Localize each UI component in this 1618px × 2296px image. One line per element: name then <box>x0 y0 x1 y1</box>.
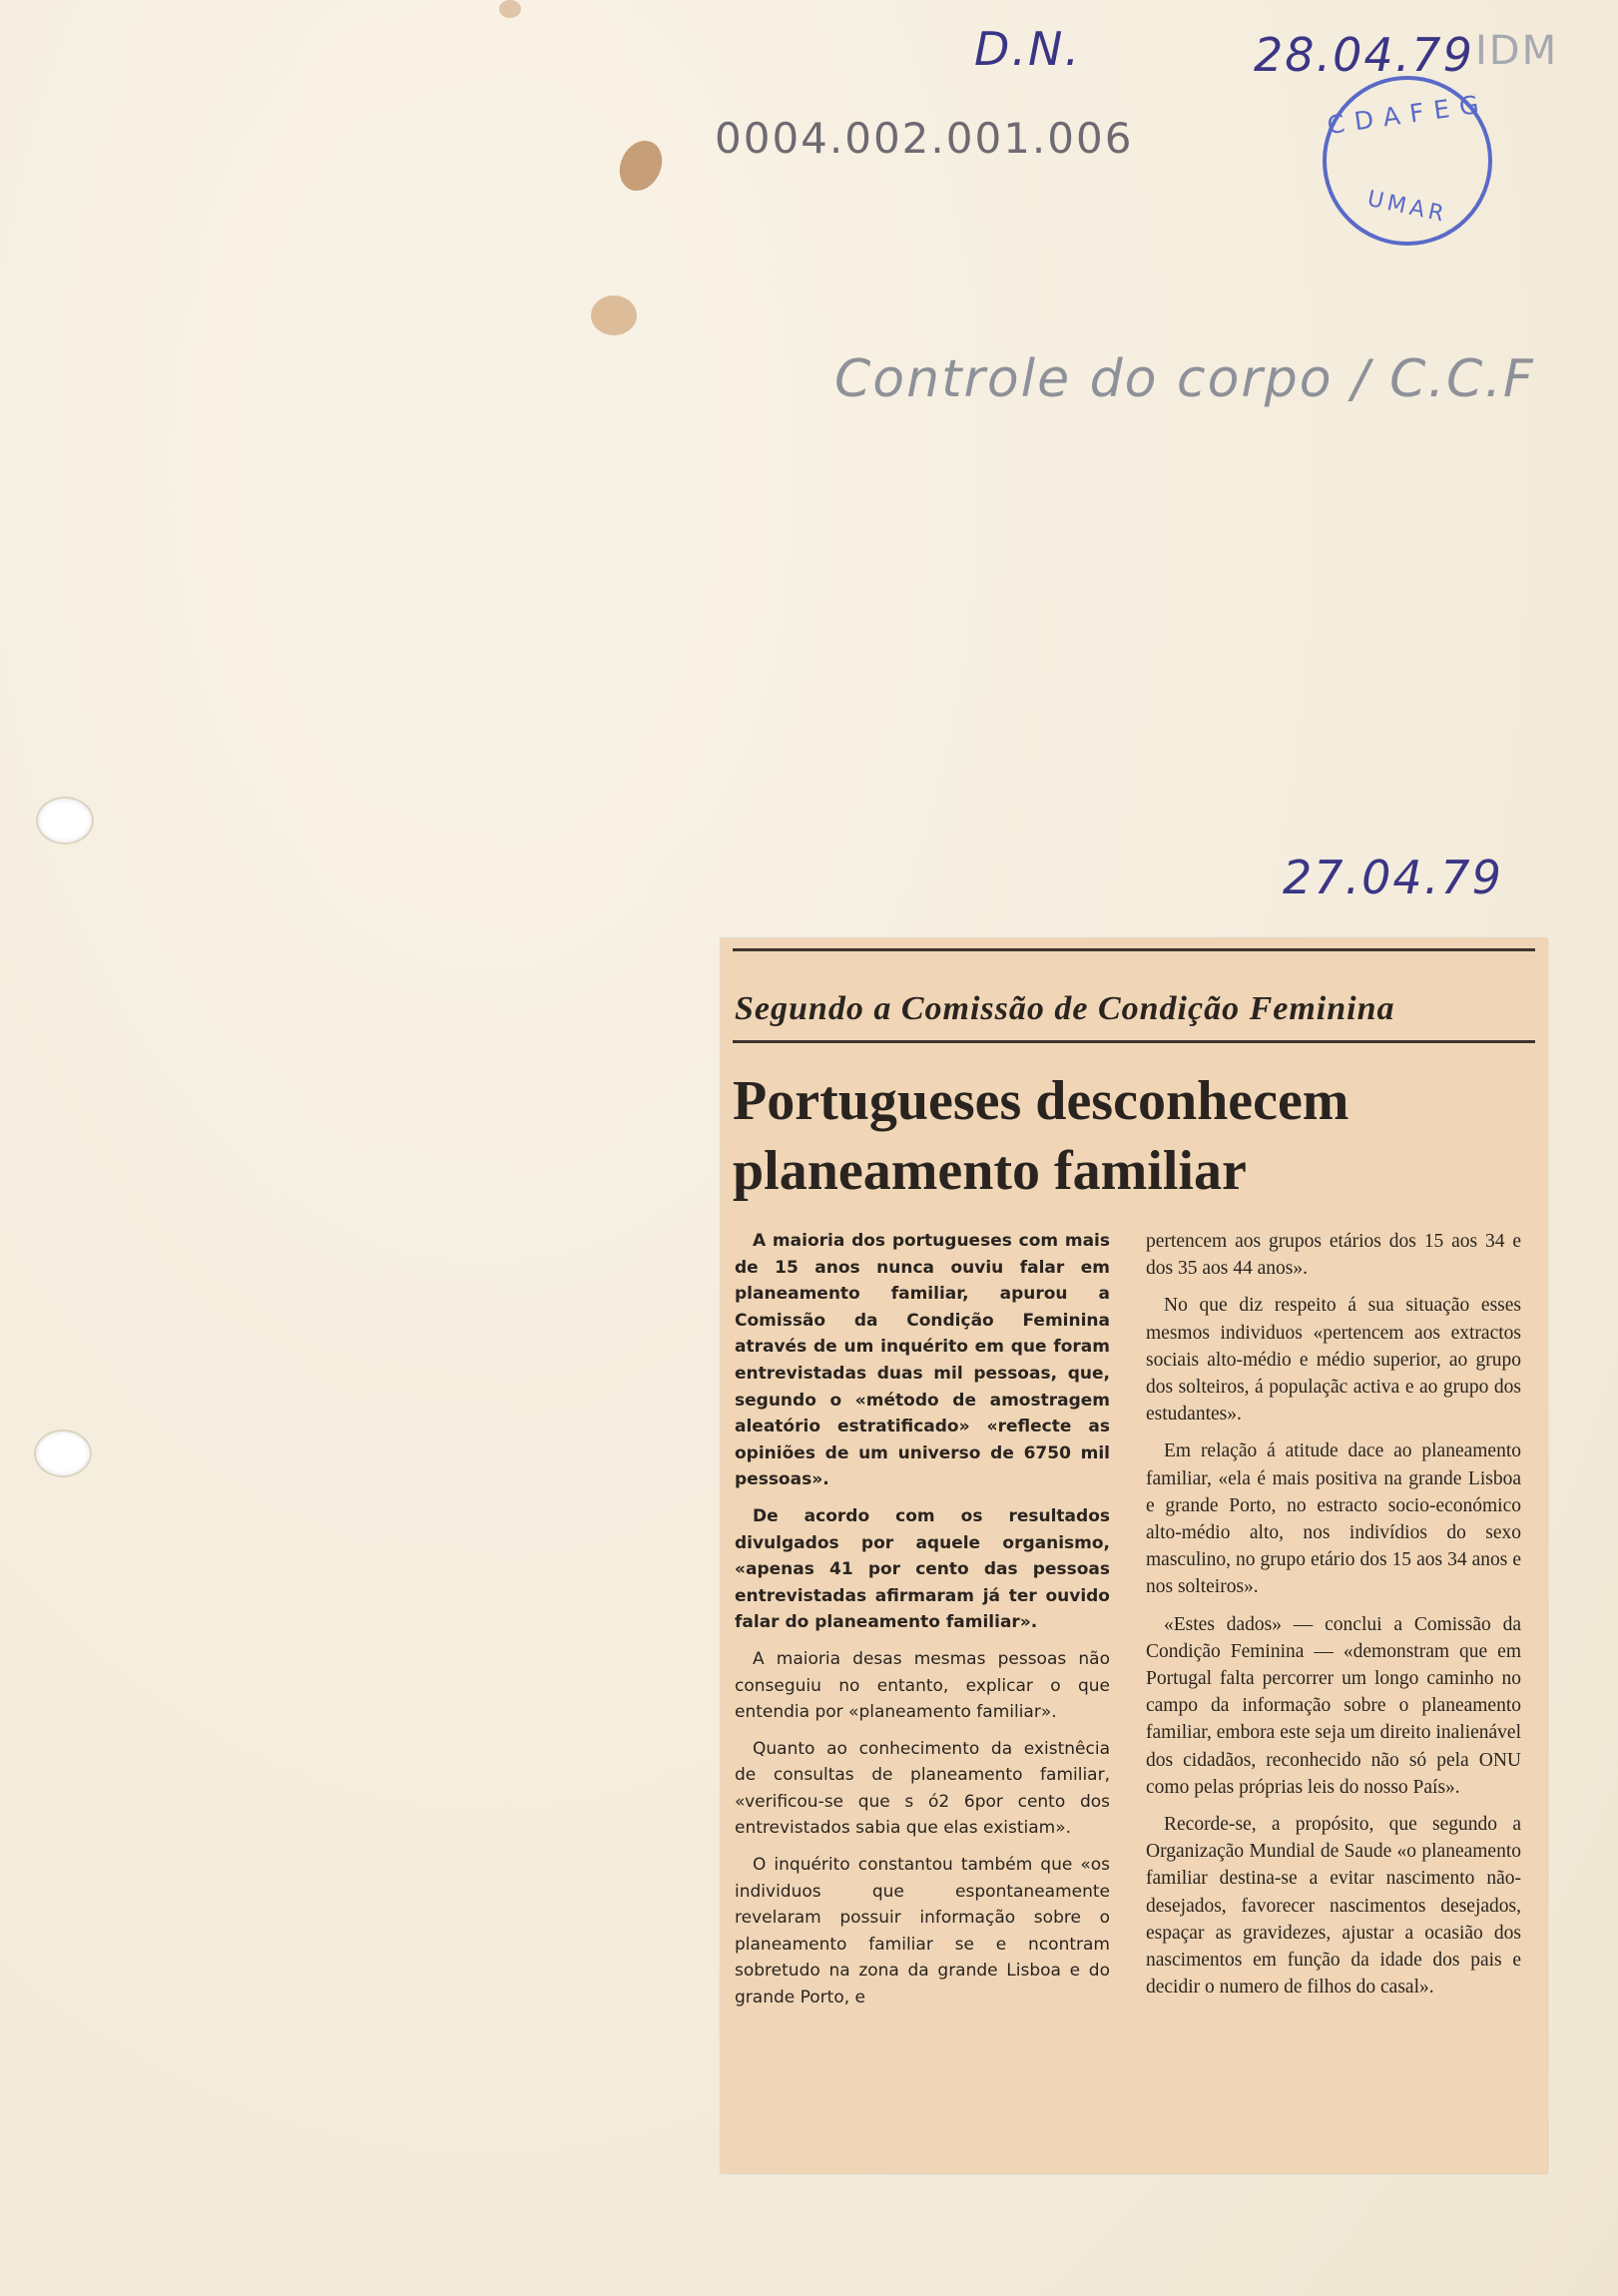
date-annotation-top: 28.04.79 <box>1254 28 1474 82</box>
article-column-left <box>735 1228 1110 2021</box>
stamp-bottom-text: UMAR <box>1364 186 1450 229</box>
article-paragraph: A maioria desas mesmas pessoas não conseguiu no entanto, explicar o que entendia por «planeamento familiar». <box>735 1648 1110 1723</box>
article-kicker: Segundo a Comissão de Condição Feminina <box>735 990 1395 1027</box>
stain-mark <box>612 134 670 198</box>
article-paragraph: De acordo com os resultados divulgados por aquele organismo, «apenas 41 por cento das pessoas entrevistadas afirmaram já ter ouvido falar do planeamento familiar». <box>735 1505 1110 1633</box>
article-paragraph: O inquérito constantou também que «os individuos que espontaneamente revelaram possuir informação sobre o planeamento familiar se e ncontram sobretudo na zona da grande Lisboa e do grande Porto, e <box>735 1855 1110 2009</box>
article-paragraph: pertencem aos grupos etários dos 15 aos 34 e dos 35 aos 44 anos». <box>1146 1231 1521 1280</box>
corner-tag: IDM <box>1475 28 1559 74</box>
kicker-rule <box>733 1040 1535 1043</box>
article-paragraph: Em relação á atitude dace ao planeamento familiar, «ela é mais positiva na grande Lisboa e grande Porto, no estracto socio-económico alto-médio alto, nos indivídios do sexo masculino, no grupo etário dos 15 aos 34 anos e nos solteiros». <box>1146 1440 1521 1598</box>
headline-line: Portugueses desconhecem <box>733 1070 1349 1132</box>
headline-line: planeamento familiar <box>733 1140 1247 1202</box>
article-paragraph: Recorde-se, a propósito, que segundo a Organização Mundial de Saude «o planeamento familiar destina-se a evitar nascimento não-desejados, favorecer nascimentos desejados, espaçar as gravidezes, ajustar a ocasião dos nascimentos em função da idade dos pais e decidir o numero de filhos do casal». <box>1146 1814 1521 1999</box>
article-paragraph: A maioria dos portugueses com mais de 15 anos nunca ouviu falar em planeamento familiar, apurou a Comissão da Condição Feminina através de um inquérito em que foram entrevistadas duas mil pessoas, que, segundo o «método de amostragem aleatório estratificado» «reflecte as opiniões de um universo de 6750 mil pessoas». <box>735 1231 1110 1490</box>
article-paragraph: Quanto ao conhecimento da existnêcia de consultas de planeamento familiar, «verificou-se que s ó2 6por cento dos entrevistados sabia que elas existiam». <box>735 1738 1110 1839</box>
stain-mark <box>499 0 521 18</box>
top-rule <box>733 948 1535 951</box>
stain-mark <box>591 295 637 335</box>
stamp-top-text: CDAFEG <box>1325 88 1491 141</box>
article-paragraph: No que diz respeito á sua situação esses mesmos individuos «pertencem aos extractos sociais alto-médio e médio superior, ao grupo dos solteiros, á populaçãc activa e ao grupo dos estudantes». <box>1146 1295 1521 1426</box>
date-annotation-clipping: 27.04.79 <box>1283 851 1503 904</box>
newspaper-clipping <box>721 938 1547 2173</box>
source-annotation: D.N. <box>974 22 1082 76</box>
punch-hole <box>34 1430 92 1477</box>
subject-annotation: Controle do corpo / C.C.F <box>834 349 1535 409</box>
article-column-right <box>1146 1228 1521 2010</box>
punch-hole <box>36 797 94 845</box>
article-paragraph: «Estes dados» — conclui a Comissão da Condição Feminina — «demonstram que em Portugal falta percorrer um longo caminho no campo da informação sobre o planeamento familiar, embora este seja um direito inalienável dos cidadãos, reconhecido não só pela ONU como pelas próprias leis do nosso País». <box>1146 1613 1521 1798</box>
archive-stamp <box>1323 76 1492 246</box>
archive-code: 0004.002.001.006 <box>715 114 1134 163</box>
article-headline <box>733 1066 1348 1206</box>
